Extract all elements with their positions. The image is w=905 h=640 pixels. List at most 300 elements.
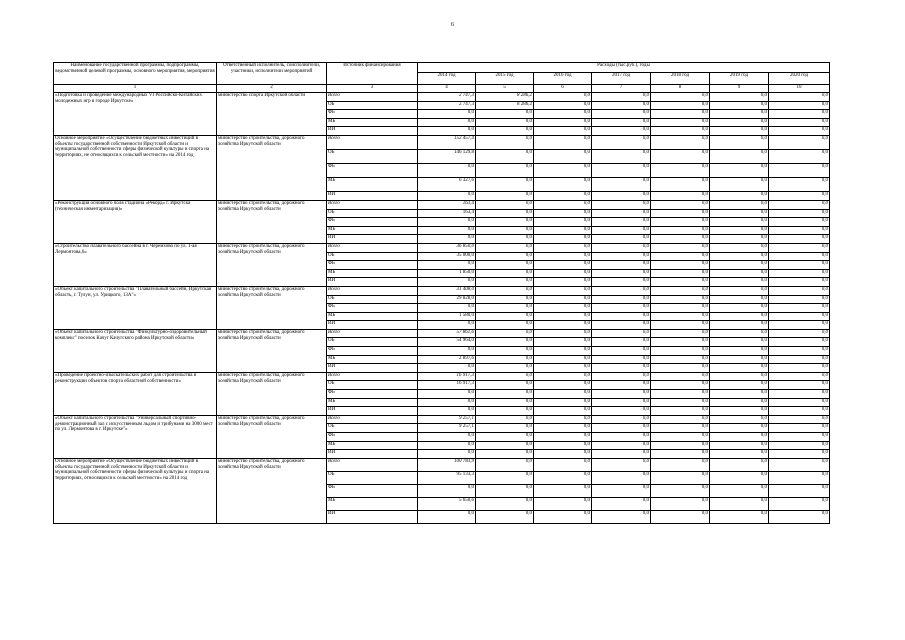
amount-cell: 16 917,3 (418, 372, 476, 381)
amount-cell: 0,0 (592, 101, 651, 110)
amount-cell: 0,0 (592, 110, 651, 119)
amount-cell: 0,0 (592, 149, 651, 163)
amount-cell: 163,4 (418, 209, 476, 218)
amount-cell: 0,0 (651, 269, 710, 278)
amount-cell: 0,0 (476, 390, 534, 399)
amount-cell: 0,0 (769, 338, 830, 347)
amount-cell: 0,0 (476, 269, 534, 278)
amount-cell: 0,0 (651, 329, 710, 338)
program-name: «Реконструкция основного поля стадиона «Рекорд» г. Иркутска (техническая инвентаризация)» (54, 200, 217, 243)
funding-source: ОБ (327, 101, 418, 110)
amount-cell: 0,0 (534, 286, 592, 295)
amount-cell: 0,0 (651, 127, 710, 136)
amount-cell: 0,0 (476, 218, 534, 227)
amount-cell: 0,0 (592, 497, 651, 510)
amount-cell: 0,0 (534, 424, 592, 433)
amount-cell: 0,0 (418, 235, 476, 244)
amount-cell: 0,0 (592, 398, 651, 407)
amount-cell: 0,0 (476, 278, 534, 287)
column-index: 8 (651, 85, 710, 93)
table-row (54, 93, 830, 102)
amount-cell: 0,0 (592, 209, 651, 218)
amount-cell: 0,0 (418, 510, 476, 523)
funding-source: ФБ (327, 218, 418, 227)
amount-cell: 0,0 (651, 200, 710, 209)
amount-cell: 0,0 (418, 127, 476, 136)
amount-cell: 9 257,1 (418, 415, 476, 424)
amount-cell: 0,0 (534, 127, 592, 136)
amount-cell: 0,0 (710, 381, 769, 390)
amount-cell: 0,0 (592, 163, 651, 177)
amount-cell: 0,0 (769, 101, 830, 110)
amount-cell: 0,0 (476, 295, 534, 304)
amount-cell: 0,0 (651, 261, 710, 270)
amount-cell: 0,0 (710, 347, 769, 356)
amount-cell: 0,0 (592, 304, 651, 313)
funding-source: МБ (327, 226, 418, 235)
amount-cell: 0,0 (710, 110, 769, 119)
amount-cell: 0,0 (592, 135, 651, 149)
program-name: «Подготовка и проведение международных VI Российско-Китайских молодежных игр в городе Иркутске» (54, 93, 217, 136)
amount-cell: 0,0 (651, 209, 710, 218)
amount-cell: 0,0 (651, 355, 710, 364)
amount-cell: 0,0 (769, 235, 830, 244)
table-row (54, 458, 830, 471)
funding-source: ОБ (327, 381, 418, 390)
amount-cell: 0,0 (651, 415, 710, 424)
amount-cell: 0,0 (476, 261, 534, 270)
amount-cell: 0,0 (592, 295, 651, 304)
table-row (54, 372, 830, 381)
amount-cell: 0,0 (476, 329, 534, 338)
amount-cell: 0,0 (476, 450, 534, 459)
amount-cell: 0,0 (476, 252, 534, 261)
table-body (54, 93, 830, 524)
amount-cell: 0,0 (418, 321, 476, 330)
amount-cell: 0,0 (710, 93, 769, 102)
amount-cell: 0,0 (534, 355, 592, 364)
amount-cell: 0,0 (769, 304, 830, 313)
amount-cell: 0,0 (592, 407, 651, 416)
amount-cell: 0,0 (418, 390, 476, 399)
funding-source: ОБ (327, 252, 418, 261)
amount-cell: 0,0 (651, 118, 710, 127)
funding-source: ОБ (327, 424, 418, 433)
program-name: «Объект капитального строительства "Универсальный спортивно-демонстрационный зал с искусственным льдом и трибунами на 3000 мест по ул. Лермонтова в г. Иркутске"» (54, 415, 217, 458)
amount-cell: 0,0 (476, 149, 534, 163)
amount-cell: 0,0 (651, 471, 710, 484)
amount-cell: 0,0 (769, 424, 830, 433)
amount-cell: 0,0 (476, 471, 534, 484)
funding-source: МБ (327, 497, 418, 510)
amount-cell: 0,0 (651, 93, 710, 102)
program-name: Основное мероприятие «Осуществление бюджетных инвестиций в объекты государственной собственности Иркутской области и муниципальной собственности сферы физической культуры и спорта на территориях, относящихся к сельской местности» на 2014 год (54, 458, 217, 523)
amount-cell: 0,0 (476, 118, 534, 127)
amount-cell: 0,0 (710, 441, 769, 450)
amount-cell: 0,0 (418, 450, 476, 459)
amount-cell: 0,0 (592, 433, 651, 442)
column-index: 5 (476, 85, 534, 93)
header-program: Наименование государственной программы, подпрограммы, ведомственной целевой программы, основного мероприятия, мероприятия (54, 63, 217, 85)
amount-cell: 0,0 (534, 381, 592, 390)
funding-source: ИИ (327, 450, 418, 459)
funding-source: ИИ (327, 510, 418, 523)
amount-cell: 0,0 (534, 209, 592, 218)
amount-cell: 0,0 (592, 93, 651, 102)
amount-cell: 0,0 (534, 329, 592, 338)
amount-cell: 0,0 (710, 200, 769, 209)
funding-source: Всего (327, 286, 418, 295)
amount-cell: 36 850,0 (418, 243, 476, 252)
amount-cell: 0,0 (651, 407, 710, 416)
amount-cell: 0,0 (769, 252, 830, 261)
funding-source: ФБ (327, 163, 418, 177)
amount-cell: 0,0 (592, 458, 651, 471)
amount-cell: 0,0 (534, 415, 592, 424)
header-year: 2016 год (534, 73, 592, 85)
executor-name: министерство строительства, дорожного хозяйства Иркутской области (217, 135, 327, 200)
amount-cell: 0,0 (592, 364, 651, 373)
executor-name: министерство строительства, дорожного хозяйства Иркутской области (217, 415, 327, 458)
amount-cell: 0,0 (769, 135, 830, 149)
executor-name: министерство строительства, дорожного хозяйства Иркутской области (217, 200, 327, 243)
amount-cell: 0,0 (592, 510, 651, 523)
amount-cell: 0,0 (476, 243, 534, 252)
amount-cell: 0,0 (592, 372, 651, 381)
program-name: «Проведение проектно-изыскательских работ для строительства и реконструкции объектов спорта областной собственности» (54, 372, 217, 415)
amount-cell: 0,0 (534, 149, 592, 163)
amount-cell: 0,0 (769, 510, 830, 523)
amount-cell: 0,0 (534, 407, 592, 416)
amount-cell: 0,0 (592, 127, 651, 136)
executor-name: министерство строительства, дорожного хозяйства Иркутской области (217, 372, 327, 415)
amount-cell: 0,0 (769, 355, 830, 364)
amount-cell: 0,0 (534, 497, 592, 510)
funding-source: ФБ (327, 110, 418, 119)
funding-source: ОБ (327, 149, 418, 163)
amount-cell: 0,0 (476, 407, 534, 416)
amount-cell: 0,0 (710, 398, 769, 407)
amount-cell: 0,0 (476, 484, 534, 497)
amount-cell: 0,0 (534, 101, 592, 110)
amount-cell: 0,0 (592, 415, 651, 424)
table-row (54, 415, 830, 424)
amount-cell: 0,0 (534, 364, 592, 373)
funding-source: Всего (327, 372, 418, 381)
amount-cell: 0,0 (769, 243, 830, 252)
header-year: 2020 год (769, 73, 830, 85)
amount-cell: 0,0 (418, 278, 476, 287)
funding-source: ИИ (327, 235, 418, 244)
amount-cell: 0,0 (534, 226, 592, 235)
funding-source: ИИ (327, 127, 418, 136)
amount-cell: 0,0 (769, 286, 830, 295)
amount-cell: 0,0 (476, 433, 534, 442)
amount-cell: 0,0 (534, 433, 592, 442)
amount-cell: 0,0 (710, 252, 769, 261)
amount-cell: 0,0 (592, 191, 651, 200)
amount-cell: 0,0 (651, 295, 710, 304)
amount-cell: 0,0 (710, 235, 769, 244)
amount-cell: 0,0 (710, 191, 769, 200)
amount-cell: 0,0 (769, 312, 830, 321)
amount-cell: 0,0 (769, 347, 830, 356)
amount-cell: 0,0 (710, 390, 769, 399)
header-expenses: Расходы (тыс.руб.), годы (418, 63, 830, 73)
amount-cell: 0,0 (710, 329, 769, 338)
funding-source: ФБ (327, 304, 418, 313)
amount-cell: 0,0 (710, 372, 769, 381)
amount-cell: 0,0 (651, 149, 710, 163)
amount-cell: 0,0 (418, 407, 476, 416)
header-year: 2019 год (710, 73, 769, 85)
funding-source: МБ (327, 177, 418, 191)
amount-cell: 0,0 (710, 101, 769, 110)
amount-cell: 0,0 (710, 149, 769, 163)
funding-source: ИИ (327, 278, 418, 287)
amount-cell: 0,0 (710, 415, 769, 424)
amount-cell: 0,0 (651, 235, 710, 244)
funding-source: МБ (327, 398, 418, 407)
amount-cell: 0,0 (476, 312, 534, 321)
amount-cell: 0,0 (769, 149, 830, 163)
amount-cell: 0,0 (418, 226, 476, 235)
amount-cell: 0,0 (418, 163, 476, 177)
amount-cell: 0,0 (710, 304, 769, 313)
amount-cell: 0,0 (769, 200, 830, 209)
amount-cell: 0,0 (710, 407, 769, 416)
amount-cell: 0,0 (592, 484, 651, 497)
amount-cell: 0,0 (418, 218, 476, 227)
amount-cell: 0,0 (651, 177, 710, 191)
header-year: 2017 год (592, 73, 651, 85)
funding-source: ИИ (327, 407, 418, 416)
amount-cell: 0,0 (769, 450, 830, 459)
amount-cell: 0,0 (651, 191, 710, 200)
amount-cell: 0,0 (651, 497, 710, 510)
amount-cell: 0,0 (534, 450, 592, 459)
amount-cell: 0,0 (534, 235, 592, 244)
amount-cell: 0,0 (534, 321, 592, 330)
amount-cell: 0,0 (710, 510, 769, 523)
amount-cell: 0,0 (592, 450, 651, 459)
funding-source: ОБ (327, 338, 418, 347)
amount-cell: 0,0 (592, 200, 651, 209)
funding-source: Всего (327, 93, 418, 102)
funding-source: ФБ (327, 347, 418, 356)
page-number: 6 (451, 22, 454, 28)
amount-cell: 2 747,3 (418, 93, 476, 102)
amount-cell: 0,0 (710, 471, 769, 484)
amount-cell: 0,0 (651, 304, 710, 313)
amount-cell: 0,0 (651, 390, 710, 399)
amount-cell: 0,0 (651, 226, 710, 235)
column-index: 2 (217, 85, 327, 93)
amount-cell: 0,0 (476, 321, 534, 330)
funding-source: Всего (327, 135, 418, 149)
header-executor: Ответственный исполнитель, соисполнители, участники, исполнители мероприятий (217, 63, 327, 85)
amount-cell: 0,0 (476, 200, 534, 209)
amount-cell: 152 457,4 (418, 135, 476, 149)
amount-cell: 0,0 (534, 304, 592, 313)
executor-name: министерство строительства, дорожного хозяйства Иркутской области (217, 458, 327, 523)
amount-cell: 0,0 (710, 484, 769, 497)
amount-cell: 35 000,0 (418, 252, 476, 261)
funding-source: ФБ (327, 390, 418, 399)
amount-cell: 0,0 (769, 433, 830, 442)
budget-table (53, 62, 830, 524)
amount-cell: 0,0 (710, 364, 769, 373)
amount-cell: 0,0 (476, 458, 534, 471)
amount-cell: 0,0 (476, 191, 534, 200)
amount-cell: 0,0 (710, 497, 769, 510)
amount-cell: 0,0 (651, 347, 710, 356)
funding-source: ФБ (327, 484, 418, 497)
amount-cell: 0,0 (534, 484, 592, 497)
amount-cell: 0,0 (534, 372, 592, 381)
amount-cell: 0,0 (476, 415, 534, 424)
amount-cell: 0,0 (710, 286, 769, 295)
amount-cell: 0,0 (418, 261, 476, 270)
amount-cell: 0,0 (476, 381, 534, 390)
amount-cell: 0,0 (476, 441, 534, 450)
amount-cell: 0,0 (534, 163, 592, 177)
amount-cell: 0,0 (418, 118, 476, 127)
amount-cell: 0,0 (534, 191, 592, 200)
amount-cell: 0,0 (651, 243, 710, 252)
amount-cell: 0,0 (534, 252, 592, 261)
amount-cell: 0,0 (651, 441, 710, 450)
amount-cell: 0,0 (651, 321, 710, 330)
amount-cell: 0,0 (592, 278, 651, 287)
header-year: 2018 год (651, 73, 710, 85)
amount-cell: 100 783,9 (418, 458, 476, 471)
amount-cell: 0,0 (476, 372, 534, 381)
amount-cell: 0,0 (651, 218, 710, 227)
funding-source: ИИ (327, 364, 418, 373)
amount-cell: 146 129,8 (418, 149, 476, 163)
column-index: 1 (54, 85, 217, 93)
amount-cell: 0,0 (592, 312, 651, 321)
amount-cell: 0,0 (592, 321, 651, 330)
amount-cell: 0,0 (710, 278, 769, 287)
amount-cell: 0,0 (710, 226, 769, 235)
amount-cell: 0,0 (769, 226, 830, 235)
amount-cell: 0,0 (476, 209, 534, 218)
amount-cell: 0,0 (769, 295, 830, 304)
amount-cell: 0,0 (418, 398, 476, 407)
amount-cell: 1 850,0 (418, 269, 476, 278)
amount-cell: 0,0 (710, 218, 769, 227)
amount-cell: 0,0 (651, 450, 710, 459)
funding-source: Всего (327, 243, 418, 252)
amount-cell: 0,0 (651, 364, 710, 373)
amount-cell: 16 917,3 (418, 381, 476, 390)
amount-cell: 0,0 (769, 321, 830, 330)
funding-source: ОБ (327, 209, 418, 218)
amount-cell: 0,0 (476, 110, 534, 119)
amount-cell: 0,0 (651, 338, 710, 347)
amount-cell: 0,0 (651, 510, 710, 523)
program-name: Основное мероприятие «Осуществление бюджетных инвестиций в объекты государственной собственности Иркутской области и муниципальной собственности сферы физической культуры и спорта на территориях, не относящихся к сельской местности» на 2014 год (54, 135, 217, 200)
header-year: 2015 год (476, 73, 534, 85)
amount-cell: 0,0 (592, 338, 651, 347)
funding-source: Всего (327, 329, 418, 338)
column-index: 10 (769, 85, 830, 93)
amount-cell: 0,0 (534, 338, 592, 347)
amount-cell: 0,0 (769, 415, 830, 424)
amount-cell: 2 897,6 (418, 355, 476, 364)
amount-cell: 0,0 (769, 497, 830, 510)
amount-cell: 1 580,0 (418, 312, 476, 321)
column-index: 7 (592, 85, 651, 93)
funding-source: ИИ (327, 191, 418, 200)
program-name: «Объект капитального строительства "Физкультурно-оздоровительный комплекс" поселок Качуг Качугского района Иркутской области» (54, 329, 217, 372)
amount-cell: 5 650,6 (418, 497, 476, 510)
amount-cell: 0,0 (710, 261, 769, 270)
amount-cell: 8 286,2 (476, 93, 534, 102)
amount-cell: 0,0 (592, 269, 651, 278)
amount-cell: 57 861,6 (418, 329, 476, 338)
amount-cell: 0,0 (651, 424, 710, 433)
amount-cell: 0,0 (769, 484, 830, 497)
amount-cell: 0,0 (651, 135, 710, 149)
amount-cell: 0,0 (534, 200, 592, 209)
amount-cell: 163,4 (418, 200, 476, 209)
amount-cell: 0,0 (592, 252, 651, 261)
amount-cell: 0,0 (476, 235, 534, 244)
amount-cell: 0,0 (534, 471, 592, 484)
amount-cell: 0,0 (769, 364, 830, 373)
amount-cell: 54 964,0 (418, 338, 476, 347)
amount-cell: 0,0 (476, 497, 534, 510)
amount-cell: 0,0 (651, 458, 710, 471)
amount-cell: 0,0 (534, 398, 592, 407)
amount-cell: 0,0 (710, 269, 769, 278)
amount-cell: 0,0 (534, 110, 592, 119)
amount-cell: 0,0 (651, 433, 710, 442)
amount-cell: 0,0 (651, 398, 710, 407)
amount-cell: 0,0 (418, 110, 476, 119)
amount-cell: 6 327,6 (418, 177, 476, 191)
amount-cell: 0,0 (769, 163, 830, 177)
table-row (54, 329, 830, 338)
amount-cell: 0,0 (710, 295, 769, 304)
amount-cell: 0,0 (418, 433, 476, 442)
amount-cell: 0,0 (534, 269, 592, 278)
amount-cell: 0,0 (476, 286, 534, 295)
amount-cell: 0,0 (418, 484, 476, 497)
amount-cell: 0,0 (769, 390, 830, 399)
amount-cell: 0,0 (534, 118, 592, 127)
amount-cell: 0,0 (710, 312, 769, 321)
amount-cell: 0,0 (710, 424, 769, 433)
funding-source: ОБ (327, 471, 418, 484)
amount-cell: 0,0 (534, 510, 592, 523)
column-index: 3 (327, 85, 418, 93)
program-name: «Строительство плавательного бассейна в г. Черемхово по ул. 1-ая Лермонтова,6» (54, 243, 217, 286)
amount-cell: 0,0 (769, 177, 830, 191)
amount-cell: 0,0 (418, 441, 476, 450)
amount-cell: 0,0 (769, 209, 830, 218)
amount-cell: 0,0 (592, 261, 651, 270)
amount-cell: 0,0 (534, 218, 592, 227)
amount-cell: 0,0 (592, 471, 651, 484)
amount-cell: 0,0 (769, 127, 830, 136)
executor-name: министерство строительства, дорожного хозяйства Иркутской области (217, 329, 327, 372)
amount-cell: 0,0 (710, 321, 769, 330)
amount-cell: 0,0 (592, 355, 651, 364)
